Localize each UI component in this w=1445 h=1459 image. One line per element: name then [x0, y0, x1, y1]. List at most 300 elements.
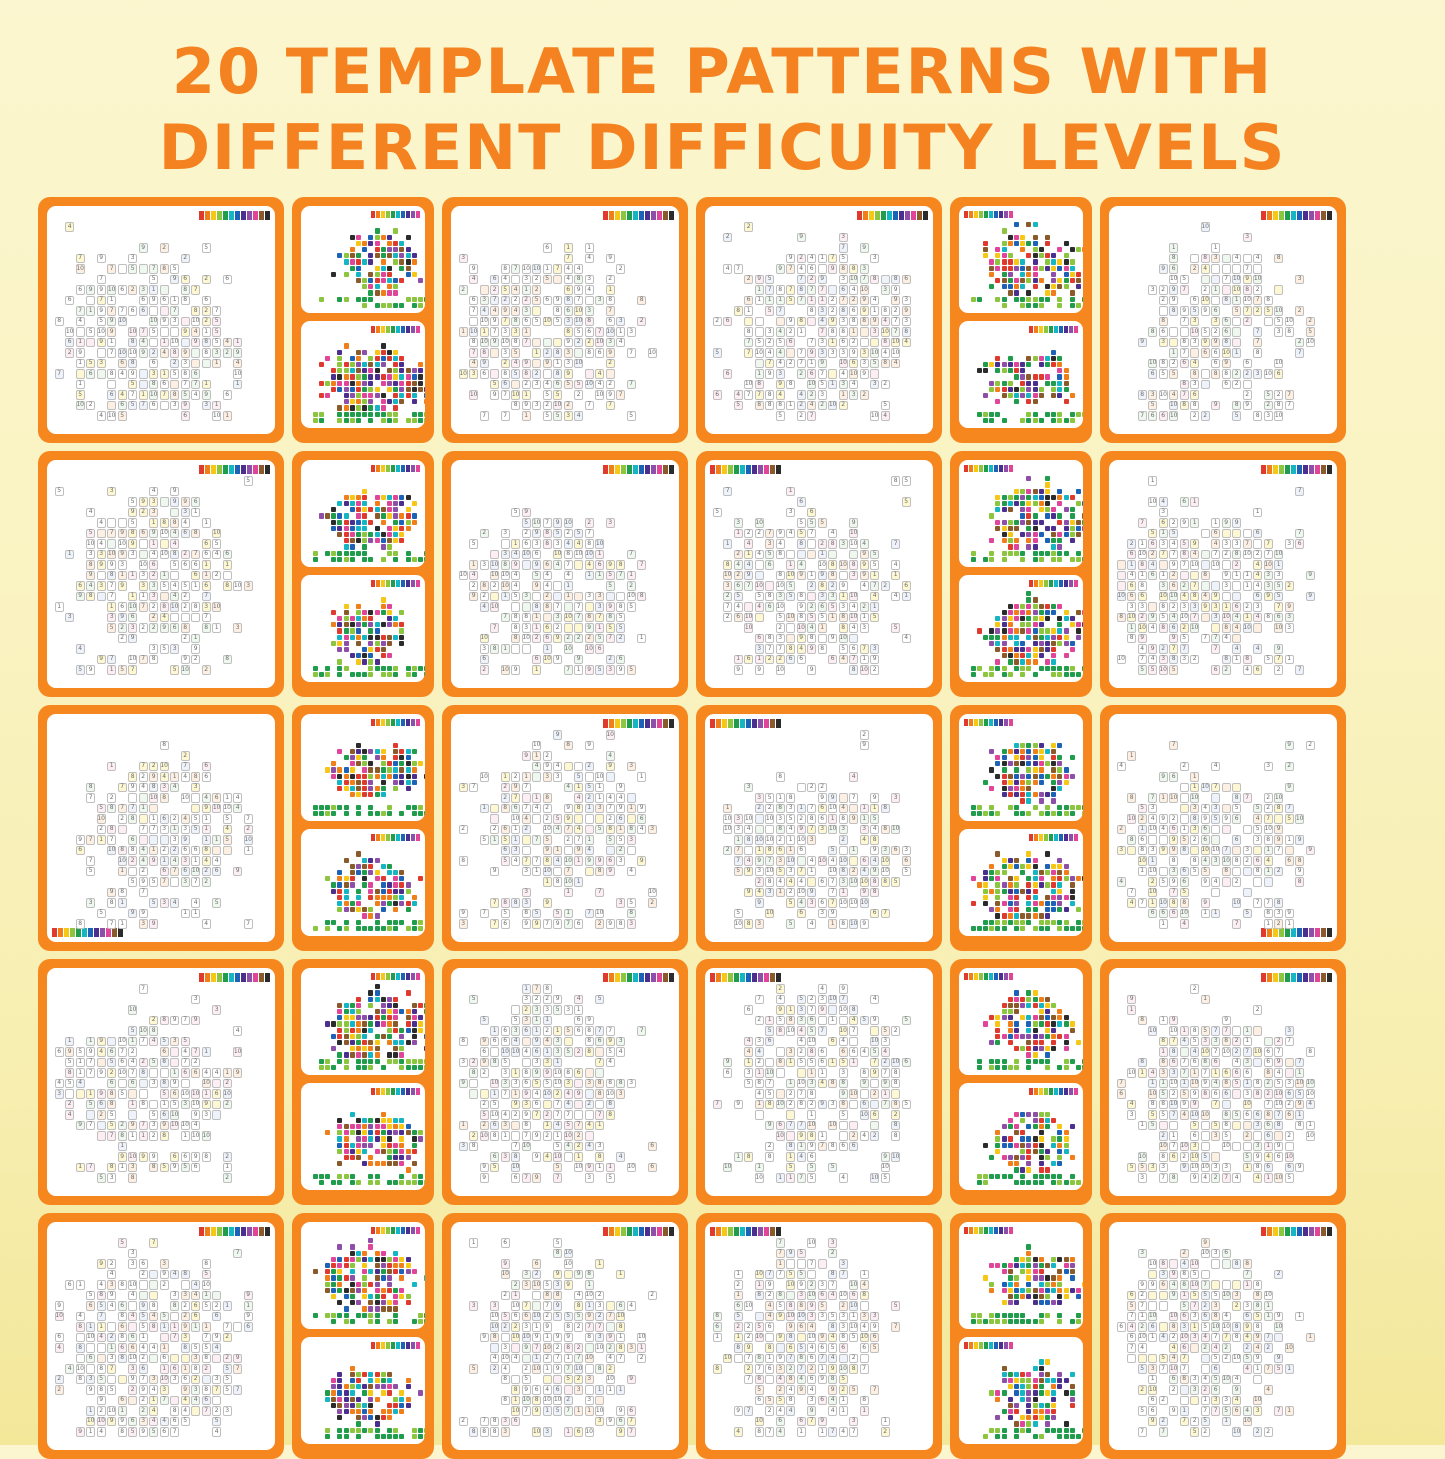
- mosaic-tile: [1008, 659, 1013, 664]
- mosaic-tile: [1039, 767, 1044, 772]
- pattern-cell: 8: [1264, 1110, 1273, 1119]
- mosaic-tile: [387, 901, 392, 906]
- pattern-cell: 5: [1274, 1079, 1283, 1088]
- mosaic-tile: [381, 672, 386, 677]
- pattern-cell: 1: [522, 411, 531, 420]
- pattern-cell: 10: [128, 327, 137, 336]
- mosaic-tile: [971, 811, 976, 816]
- pattern-cell: 6: [744, 655, 753, 664]
- mosaic-tile: [406, 1124, 411, 1129]
- mosaic-tile: [406, 774, 411, 779]
- panel-birthday-cake-outline[interactable]: [442, 451, 688, 697]
- card-rocket-mosaic[interactable]: [959, 575, 1083, 682]
- pattern-cell: 1: [1138, 1121, 1147, 1130]
- pattern-cell: 9: [828, 793, 837, 802]
- pattern-cell: 9: [480, 1173, 489, 1182]
- mosaic-tile: [387, 235, 392, 240]
- pattern-cell: 5: [1264, 655, 1273, 664]
- mosaic-tile: [406, 418, 411, 423]
- mosaic-tile: [983, 870, 988, 875]
- mosaic-tile: [393, 520, 398, 525]
- mosaic-tile: [1033, 393, 1038, 398]
- pattern-cell: 8: [1264, 909, 1273, 918]
- mosaic-tile: [313, 418, 318, 423]
- pattern-cell: 4: [797, 560, 806, 569]
- pattern-cell: 1: [522, 772, 531, 781]
- pattern-cell: 10: [797, 623, 806, 632]
- pattern-cell: 9: [860, 306, 869, 315]
- pattern-cell: 8: [574, 275, 583, 284]
- pattern-cell: 7: [543, 518, 552, 527]
- card-sailboat-mosaic[interactable]: [301, 829, 425, 936]
- card-car-outline[interactable]: [705, 968, 933, 1196]
- card-chick-outline[interactable]: [451, 968, 679, 1196]
- card-dragonfly-outline[interactable]: [47, 206, 275, 434]
- pattern-cell: 6: [595, 348, 604, 357]
- mosaic-tile: [971, 666, 976, 671]
- card-horse-outline[interactable]: [451, 206, 679, 434]
- pattern-cell: 8: [202, 1152, 211, 1161]
- card-whale-outline[interactable]: [1109, 460, 1337, 688]
- pattern-cell: 6: [1264, 1058, 1273, 1067]
- pattern-cell: 9: [543, 898, 552, 907]
- mosaic-tile: [1045, 870, 1050, 875]
- pattern-cell: 7: [522, 338, 531, 347]
- card-fish-mosaic[interactable]: [959, 206, 1083, 313]
- pattern-cell: 6: [849, 359, 858, 368]
- mosaic-tile: [399, 520, 404, 525]
- mosaic-tile: [356, 1136, 361, 1141]
- mosaic-tile: [412, 393, 417, 398]
- mosaic-tile: [387, 418, 392, 423]
- pattern-cell: [839, 793, 848, 802]
- pattern-cell: 7: [786, 1121, 795, 1130]
- pattern-cell: 4: [797, 390, 806, 399]
- pattern-cell: 4: [744, 1037, 753, 1046]
- card-train-outline[interactable]: [47, 968, 275, 1196]
- pattern-cell: 7: [734, 856, 743, 865]
- mosaic-tile: [375, 1118, 380, 1123]
- pattern-cell: 5: [76, 1047, 85, 1056]
- pattern-cell: 8: [849, 317, 858, 326]
- pattern-cell: [1211, 825, 1220, 834]
- pattern-cell: 3: [818, 825, 827, 834]
- pattern-cell: 1: [76, 380, 85, 389]
- pattern-cell: 4: [902, 338, 911, 347]
- mosaic-tile: [393, 1009, 398, 1014]
- pattern-cell: 6: [595, 644, 604, 653]
- mosaic-tile: [1008, 761, 1013, 766]
- pattern-cell: 6: [849, 644, 858, 653]
- mosaic-tile: [406, 247, 411, 252]
- mosaic-tile: [1033, 889, 1038, 894]
- mosaic-tile: [331, 272, 336, 277]
- panel-dino-rocket-previews[interactable]: [950, 451, 1092, 697]
- pattern-cell: 7: [797, 1089, 806, 1098]
- pattern-cell: 10: [765, 1068, 774, 1077]
- pattern-cell: 2: [585, 518, 594, 527]
- card-rocking-horse-outline[interactable]: [47, 460, 275, 688]
- pattern-cell: 7: [1274, 846, 1283, 855]
- mosaic-tile: [995, 913, 1000, 918]
- pattern-cell: [139, 1089, 148, 1098]
- card-butterfly-mosaic[interactable]: [959, 1083, 1083, 1190]
- card-fruit-outline[interactable]: [705, 714, 933, 942]
- pattern-cell: 5: [170, 665, 179, 674]
- pattern-cell: 10: [860, 1110, 869, 1119]
- mosaic-tile: [1039, 278, 1044, 283]
- panel-chick-outline[interactable]: [442, 959, 688, 1205]
- mosaic-tile: [412, 557, 417, 562]
- mosaic-tile: [381, 350, 386, 355]
- mosaic-tile: [971, 557, 976, 562]
- pattern-cell: 8: [564, 550, 573, 559]
- pattern-cell: [522, 835, 531, 844]
- card-butterfly-outline[interactable]: [47, 714, 275, 942]
- pattern-cell: 1: [606, 285, 615, 294]
- mosaic-tile: [337, 647, 342, 652]
- pattern-cell: 4: [233, 359, 242, 368]
- pattern-cell: 9: [181, 327, 190, 336]
- pattern-cell: [149, 338, 158, 347]
- pattern-cell: 9: [828, 909, 837, 918]
- mosaic-tile: [368, 412, 373, 417]
- pattern-cell: 9: [1159, 772, 1168, 781]
- mosaic-tile: [1008, 1028, 1013, 1033]
- pattern-cell: 5: [1159, 877, 1168, 886]
- pattern-cell: 4: [807, 919, 816, 928]
- panel-butterfly-outline[interactable]: [38, 705, 284, 951]
- mosaic-tile: [331, 774, 336, 779]
- pattern-cell: 7: [891, 327, 900, 336]
- pattern-cell: 1: [181, 909, 190, 918]
- pattern-cell: 2: [65, 1100, 74, 1109]
- pattern-cell: 2: [797, 369, 806, 378]
- mosaic-tile: [337, 659, 342, 664]
- pattern-cell: 9: [202, 390, 211, 399]
- mosaic-tile: [337, 870, 342, 875]
- pattern-cell: 10: [160, 762, 169, 771]
- panel-dragonfly-horse-previews[interactable]: [292, 197, 434, 443]
- pattern-cell: 6: [828, 655, 837, 664]
- pattern-cell: 7: [139, 327, 148, 336]
- pattern-cell: 1: [490, 835, 499, 844]
- pattern-cell: 6: [1148, 539, 1157, 548]
- mosaic-tile: [337, 889, 342, 894]
- pattern-cell: 7: [1138, 655, 1147, 664]
- mosaic-tile: [350, 418, 355, 423]
- pattern-cell: 10: [606, 327, 615, 336]
- pattern-cell: 10: [128, 1005, 137, 1014]
- pattern-cell: 4: [1211, 877, 1220, 886]
- pattern-cell: 4: [734, 390, 743, 399]
- mosaic-tile: [393, 997, 398, 1002]
- mosaic-tile: [412, 259, 417, 264]
- pattern-cell: 3: [755, 919, 764, 928]
- pattern-cell: 4: [616, 1152, 625, 1161]
- mosaic-tile: [995, 761, 1000, 766]
- mosaic-tile: [977, 1174, 982, 1179]
- card-snail-outline[interactable]: [705, 206, 933, 434]
- panel-dragonfly-outline[interactable]: [38, 197, 284, 443]
- card-birthday-cake-outline[interactable]: [451, 460, 679, 688]
- pattern-cell: 9: [797, 233, 806, 242]
- mosaic-tile: [406, 907, 411, 912]
- pattern-cell: 10: [128, 1152, 137, 1161]
- pattern-cell: 4: [627, 867, 636, 876]
- pattern-cell: 4: [97, 1047, 106, 1056]
- mosaic-tile: [368, 870, 373, 875]
- mosaic-tile: [1002, 507, 1007, 512]
- mosaic-tile: [1051, 1174, 1056, 1179]
- pattern-cell: 1: [1138, 825, 1147, 834]
- pattern-cell: 4: [1274, 1068, 1283, 1077]
- pattern-cell: 1: [149, 846, 158, 855]
- pattern-cell: 6: [807, 369, 816, 378]
- pattern-cell: 10: [744, 814, 753, 823]
- mosaic-tile: [1014, 901, 1019, 906]
- mosaic-tile: [350, 526, 355, 531]
- mosaic-tile: [406, 551, 411, 556]
- card-dragonfly-mosaic[interactable]: [301, 206, 425, 313]
- panel-robot-outline[interactable]: [1100, 197, 1346, 443]
- panel-train-chick-previews[interactable]: [292, 959, 434, 1205]
- card-fruit-mosaic[interactable]: [959, 714, 1083, 821]
- panel-bee-sailboat-previews[interactable]: [292, 705, 434, 951]
- mosaic-tile: [331, 526, 336, 531]
- pattern-cell: 10: [595, 772, 604, 781]
- panel-car-outline[interactable]: [696, 959, 942, 1205]
- pattern-cell: 9: [170, 1079, 179, 1088]
- mosaic-tile: [1064, 1149, 1069, 1154]
- panel-fish-robot-previews[interactable]: [950, 197, 1092, 443]
- mosaic-tile: [350, 1180, 355, 1185]
- panel-train-outline[interactable]: [38, 959, 284, 1205]
- pattern-cell: 3: [807, 835, 816, 844]
- mosaic-tile: [375, 889, 380, 894]
- pattern-cell: 5: [181, 581, 190, 590]
- mosaic-tile: [399, 241, 404, 246]
- panel-crab-outline[interactable]: [1100, 959, 1346, 1205]
- mosaic-tile: [1064, 1040, 1069, 1045]
- mosaic-tile: [350, 672, 355, 677]
- pattern-cell: 8: [564, 327, 573, 336]
- pattern-cell: [1232, 846, 1241, 855]
- pattern-cell: 10: [828, 995, 837, 1004]
- pattern-cell: 8: [1274, 898, 1283, 907]
- pattern-cell: 3: [469, 369, 478, 378]
- card-birthday-cake-mosaic[interactable]: [301, 575, 425, 682]
- mosaic-tile: [406, 368, 411, 373]
- pattern-cell: 5: [469, 995, 478, 1004]
- card-robot-mosaic[interactable]: [959, 321, 1083, 428]
- card-hot-air-balloon-outline[interactable]: [1109, 714, 1337, 942]
- card-car-mosaic[interactable]: [959, 968, 1083, 1075]
- mosaic-tile: [995, 901, 1000, 906]
- mosaic-tile: [1051, 604, 1056, 609]
- pattern-cell: 8: [86, 783, 95, 792]
- panel-rocket-outline[interactable]: [696, 451, 942, 697]
- mosaic-tile: [399, 1034, 404, 1039]
- mosaic-tile: [1064, 767, 1069, 772]
- mosaic-tile: [1014, 858, 1019, 863]
- pattern-cell: 5: [786, 919, 795, 928]
- pattern-cell: [1253, 877, 1262, 886]
- pattern-cell: 3: [97, 550, 106, 559]
- mosaic-tile: [1064, 1015, 1069, 1020]
- panel-horse-outline[interactable]: [442, 197, 688, 443]
- pattern-cell: 5: [807, 1026, 816, 1035]
- card-rocking-horse-mosaic[interactable]: [301, 460, 425, 567]
- panel-fruit-balloon-previews[interactable]: [950, 705, 1092, 951]
- pattern-cell: [128, 867, 137, 876]
- pattern-cell: 1: [501, 1131, 510, 1140]
- card-chick-mosaic[interactable]: [301, 1083, 425, 1190]
- mosaic-tile: [356, 1155, 361, 1160]
- pattern-cell: 7: [564, 919, 573, 928]
- panel-rocking-horse-cake-previews[interactable]: [292, 451, 434, 697]
- pattern-cell: [160, 306, 169, 315]
- card-rocket-outline[interactable]: [705, 460, 933, 688]
- pattern-cell: 4: [469, 275, 478, 284]
- mosaic-tile: [412, 895, 417, 900]
- pattern-cell: 6: [543, 296, 552, 305]
- pattern-cell: 3: [1211, 1131, 1220, 1140]
- card-dinosaur-mosaic[interactable]: [959, 460, 1083, 567]
- mosaic-tile: [989, 926, 994, 931]
- mosaic-tile: [381, 235, 386, 240]
- pattern-cell: [1274, 285, 1283, 294]
- card-horse-mosaic[interactable]: [301, 321, 425, 428]
- mosaic-tile: [368, 1059, 373, 1064]
- pattern-cell: 5: [490, 1163, 499, 1172]
- panel-whale-outline[interactable]: [1100, 451, 1346, 697]
- mosaic-tile: [393, 743, 398, 748]
- pattern-cell: 9: [564, 369, 573, 378]
- pattern-cell: [1243, 825, 1252, 834]
- pattern-cell: 9: [585, 1163, 594, 1172]
- panel-rocking-horse-outline[interactable]: [38, 451, 284, 697]
- pattern-cell: 6: [1169, 825, 1178, 834]
- pattern-cell: 5: [490, 1100, 499, 1109]
- mosaic-tile: [1039, 604, 1044, 609]
- panel-car-butterfly-previews[interactable]: [950, 959, 1092, 1205]
- pattern-cell: 7: [1169, 1037, 1178, 1046]
- pattern-cell: 10: [574, 359, 583, 368]
- mosaic-tile: [356, 1143, 361, 1148]
- mosaic-tile: [1064, 1136, 1069, 1141]
- panel-sailboat-outline[interactable]: [442, 705, 688, 951]
- pattern-cell: 1: [1180, 825, 1189, 834]
- pattern-cell: 8: [1211, 369, 1220, 378]
- pattern-cell: [553, 581, 562, 590]
- pattern-cell: 1: [755, 1163, 764, 1172]
- pattern-cell: 1: [1232, 655, 1241, 664]
- mosaic-tile: [1064, 374, 1069, 379]
- pattern-cell: 2: [1253, 1005, 1262, 1014]
- mosaic-tile: [368, 774, 373, 779]
- pattern-cell: 3: [839, 233, 848, 242]
- pattern-cell: [807, 877, 816, 886]
- mosaic-tile: [418, 1174, 423, 1179]
- mosaic-tile: [337, 628, 342, 633]
- mosaic-tile: [381, 399, 386, 404]
- pattern-cell: [765, 1058, 774, 1067]
- mosaic-tile: [1045, 284, 1050, 289]
- mosaic-tile: [356, 895, 361, 900]
- panel-snail-outline[interactable]: [696, 197, 942, 443]
- mosaic-tile: [995, 920, 1000, 925]
- pattern-cell: 2: [202, 877, 211, 886]
- pattern-cell: [1211, 296, 1220, 305]
- mosaic-tile: [399, 1180, 404, 1185]
- pattern-cell: 10: [818, 856, 827, 865]
- pattern-cell: 7: [160, 390, 169, 399]
- card-hot-air-balloon-mosaic[interactable]: [959, 829, 1083, 936]
- pattern-cell: 6: [1222, 1089, 1231, 1098]
- card-train-mosaic[interactable]: [301, 968, 425, 1075]
- mosaic-tile: [406, 520, 411, 525]
- pattern-cell: 8: [501, 560, 510, 569]
- card-crab-outline[interactable]: [1109, 968, 1337, 1196]
- mosaic-tile: [350, 235, 355, 240]
- panel-hot-air-balloon-outline[interactable]: [1100, 705, 1346, 951]
- pattern-cell: 5: [807, 1058, 816, 1067]
- pattern-cell: 3: [553, 1047, 562, 1056]
- card-bee-mosaic[interactable]: [301, 714, 425, 821]
- mosaic-tile: [1045, 641, 1050, 646]
- pattern-cell: 7: [786, 264, 795, 273]
- pattern-cell: 9: [860, 919, 869, 928]
- pattern-cell: 9: [1201, 1079, 1210, 1088]
- pattern-cell: [870, 1079, 879, 1088]
- pattern-cell: 1: [223, 560, 232, 569]
- pattern-cell: 9: [1274, 644, 1283, 653]
- pattern-cell: 6: [1222, 317, 1231, 326]
- mosaic-tile: [387, 1021, 392, 1026]
- pattern-cell: 9: [1190, 1100, 1199, 1109]
- pattern-cell: [755, 571, 764, 580]
- pattern-cell: 2: [501, 793, 510, 802]
- mosaic-tile: [368, 907, 373, 912]
- card-robot-outline[interactable]: [1109, 206, 1337, 434]
- mosaic-tile: [356, 1021, 361, 1026]
- mosaic-tile: [1002, 755, 1007, 760]
- mosaic-tile: [393, 755, 398, 760]
- mosaic-tile: [350, 374, 355, 379]
- mosaic-tile: [399, 495, 404, 500]
- mosaic-tile: [406, 901, 411, 906]
- mosaic-tile: [350, 1021, 355, 1026]
- mosaic-tile: [1045, 604, 1050, 609]
- pattern-cell: [522, 560, 531, 569]
- pattern-cell: [1222, 254, 1231, 263]
- pattern-cell: 3: [860, 359, 869, 368]
- pattern-cell: 5: [212, 338, 221, 347]
- pattern-cell: 2: [744, 275, 753, 284]
- pattern-cell: 1: [223, 793, 232, 802]
- pattern-cell: 7: [765, 529, 774, 538]
- mosaic-tile: [399, 1040, 404, 1045]
- mosaic-tile: [995, 851, 1000, 856]
- pattern-cell: 3: [139, 571, 148, 580]
- panel-fruit-outline[interactable]: [696, 705, 942, 951]
- mosaic-tile: [375, 895, 380, 900]
- pattern-cell: 3: [1285, 1079, 1294, 1088]
- card-sailboat-outline[interactable]: [451, 714, 679, 942]
- mosaic-tile: [387, 1149, 392, 1154]
- mosaic-tile: [1051, 266, 1056, 271]
